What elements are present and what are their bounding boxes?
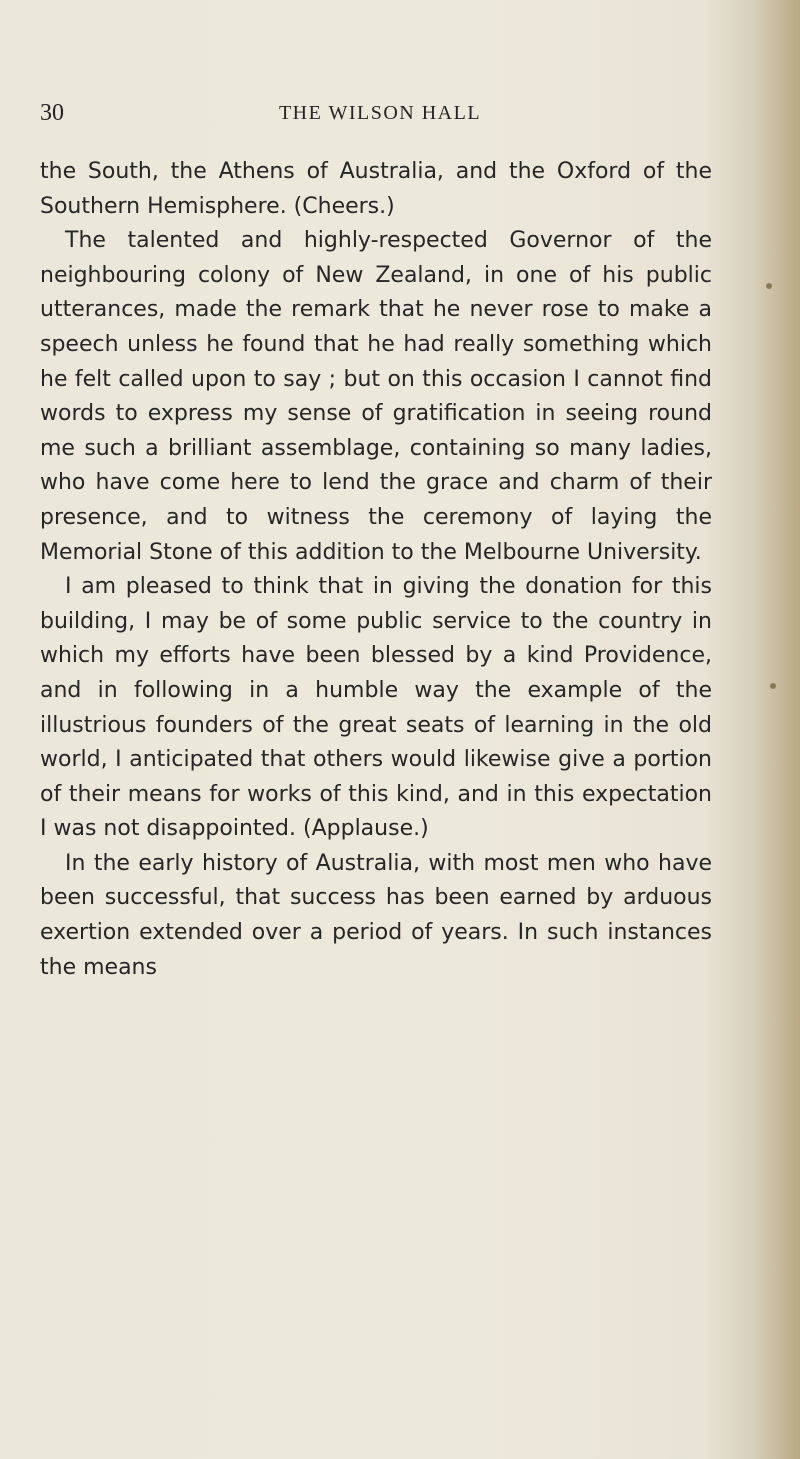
body-text	[40, 155, 712, 985]
page-number: 30	[40, 100, 64, 126]
page-blemish	[770, 683, 776, 689]
paragraph: In the early history of Australia, with most men who have been successful, that success has been earned by arduous exertion extended over a period of years. In such instances the means	[40, 850, 712, 980]
page-blemish	[766, 283, 772, 289]
paragraph: The talented and highly-respected Governor of the neighbouring colony of New Zealand, in one of his public utterances, made the remark that he never rose to make a speech unless he found that he had really something which he felt called upon to say ; but on this occasion I cannot find words to express my sense of gratification in seeing round me such a brilliant assemblage, containing so many ladies, who have come here to lend the grace and charm of their presence, and to witness the ceremony of laying the Memorial Stone of this addition to the Melbourne University.	[40, 228, 712, 565]
paragraph: the South, the Athens of Australia, and the Oxford of the Southern Hemisphere. (Cheers.)	[40, 159, 712, 219]
paragraph: I am pleased to think that in giving the donation for this building, I may be of some public service to the country in which my efforts have been blessed by a kind Providence, and in following in a humble way the example of the illustrious founders of the great seats of learning in the old world, I anticipated that others would likewise give a portion of their means for works of this kind, and in this expectation I was not disappointed. (Applause.)	[40, 574, 712, 842]
running-head	[40, 98, 720, 128]
running-title: THE WILSON HALL	[278, 102, 482, 124]
